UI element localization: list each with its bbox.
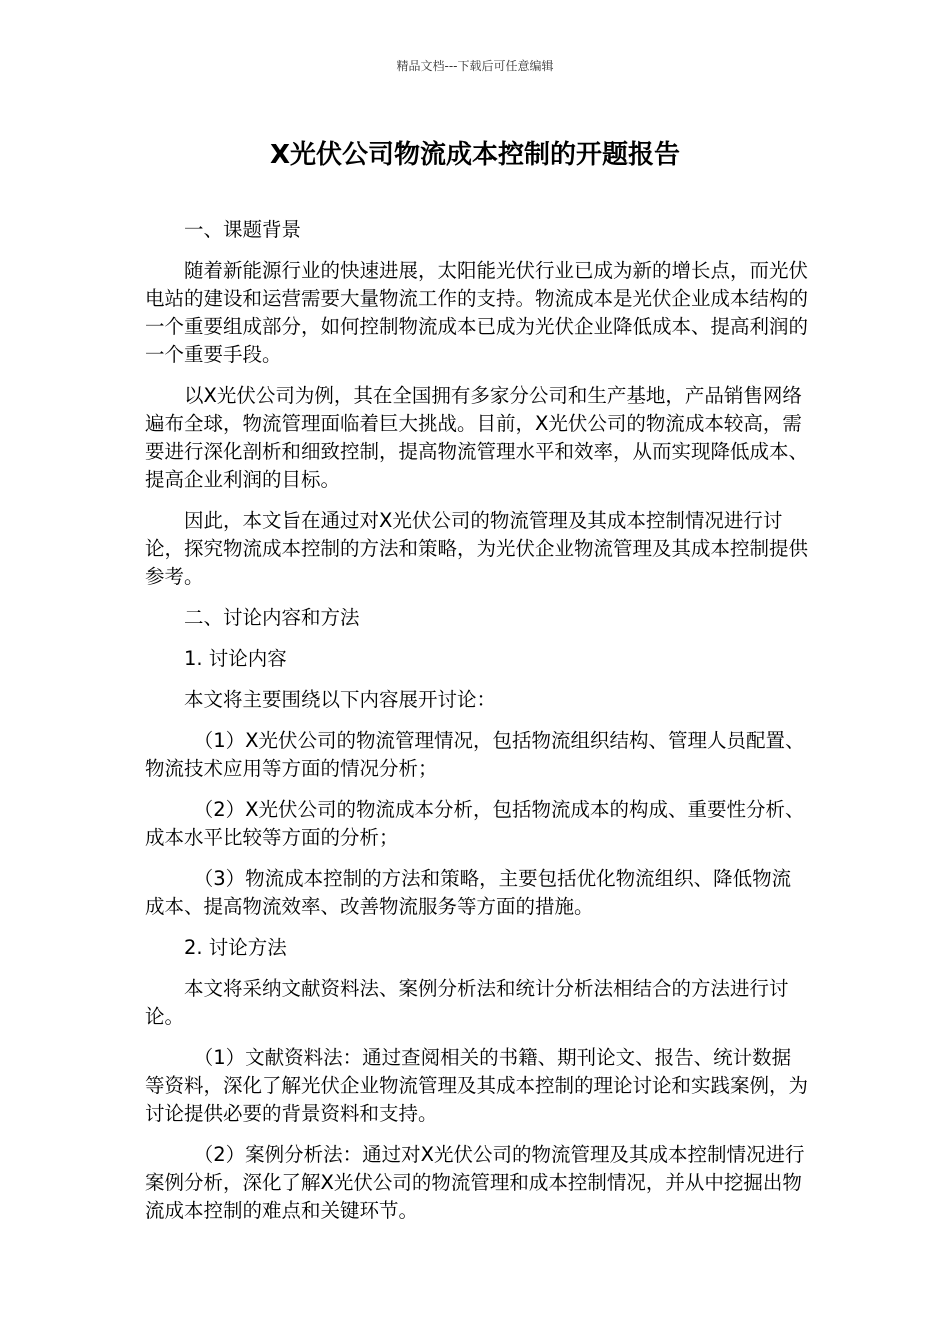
list-item-method-1: （1）文献资料法：通过查阅相关的书籍、期刊论文、报告、统计数据等资料，深化了解光伏企业物流管理及其成本控制的理论讨论和实践案例，为讨论提供必要的背景资料和支持。 (145, 1046, 809, 1125)
list-item-content-3: （3）物流成本控制的方法和策略，主要包括优化物流组织、降低物流成本、提高物流效率、改善物流服务等方面的措施。 (145, 867, 792, 918)
paragraph-content-intro: 本文将主要围绕以下内容展开讨论： (184, 688, 497, 711)
section-heading-content-method: 二、讨论内容和方法 (184, 606, 360, 629)
page-header-note: 精品文档---下载后可任意编辑 (396, 59, 554, 73)
paragraph-method-intro: 本文将采纳文献资料法、案例分析法和统计分析法相结合的方法进行讨论。 (145, 977, 789, 1028)
list-item-content-2: （2）X光伏公司的物流成本分析，包括物流成本的构成、重要性分析、成本水平比较等方面的分析； (145, 798, 805, 849)
section-heading-background: 一、课题背景 (184, 218, 302, 241)
paragraph-background-3: 因此，本文旨在通过对X光伏公司的物流管理及其成本控制情况进行讨论，探究物流成本控制的方法和策略，为光伏企业物流管理及其成本控制提供参考。 (145, 509, 809, 588)
paragraph-background-2: 以X光伏公司为例，其在全国拥有多家分公司和生产基地，产品销售网络遍布全球，物流管理面临着巨大挑战。目前，X光伏公司的物流成本较高，需要进行深化剖析和细致控制，提高物流管理水平和效率，从而实现降低成本、提高企业利润的目标。 (145, 384, 809, 491)
document-body (145, 216, 810, 1238)
subsection-heading-content: 1. 讨论内容 (184, 647, 287, 670)
list-item-method-2: （2）案例分析法：通过对X光伏公司的物流管理及其成本控制情况进行案例分析，深化了解X光伏公司的物流管理和成本控制情况，并从中挖掘出物流成本控制的难点和关键环节。 (145, 1143, 805, 1222)
subsection-heading-method: 2. 讨论方法 (184, 936, 287, 959)
document-title: X光伏公司物流成本控制的开题报告 (269, 140, 681, 170)
paragraph-background-1: 随着新能源行业的快速进展，太阳能光伏行业已成为新的增长点，而光伏电站的建设和运营需要大量物流工作的支持。物流成本是光伏企业成本结构的一个重要组成部分，如何控制物流成本已成为光伏企业降低成本、提高利润的一个重要手段。 (145, 259, 809, 366)
list-item-content-1: （1）X光伏公司的物流管理情况，包括物流组织结构、管理人员配置、物流技术应用等方面的情况分析； (145, 729, 805, 780)
